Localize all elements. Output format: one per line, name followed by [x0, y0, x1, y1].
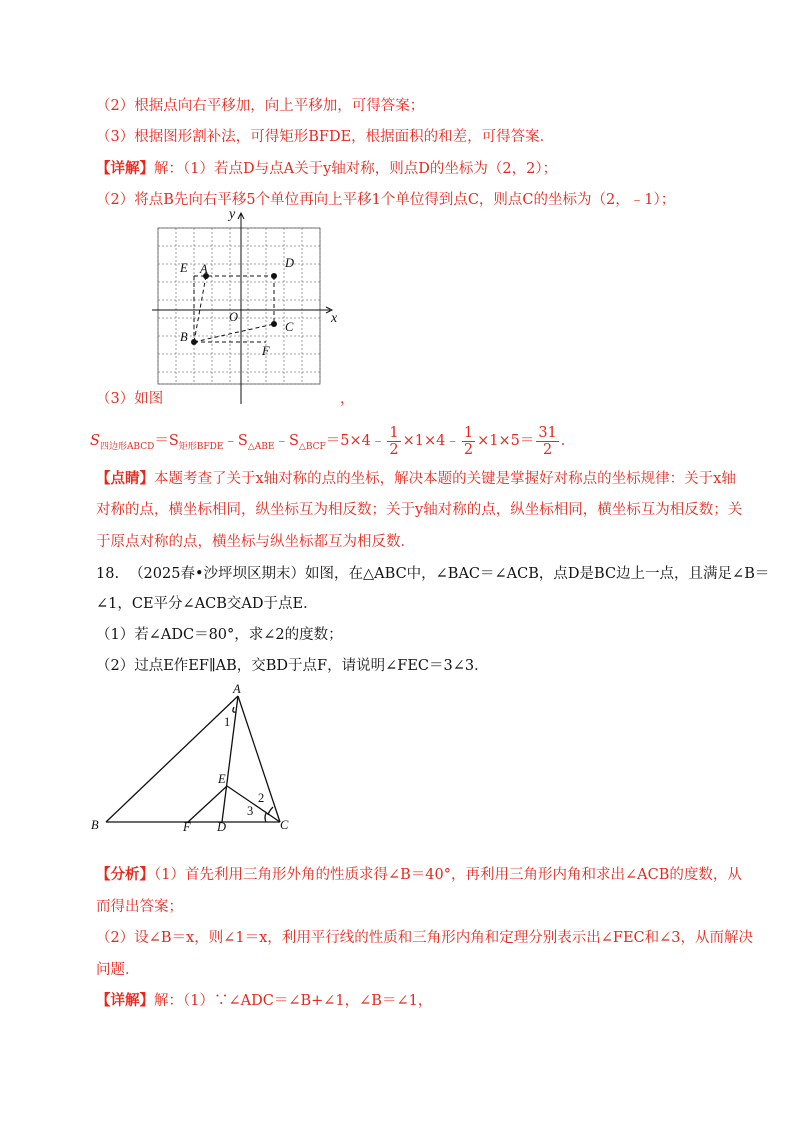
y-axis-label: y — [229, 207, 236, 222]
comment-line-3: 于原点对称的点，横坐标与纵坐标都互为相反数． — [96, 534, 415, 550]
detail-2-text-1: 解：（1）∵∠ADC＝∠B+∠1，∠B＝∠1， — [154, 993, 433, 1009]
fraction-answer: $\frac{31}{2}$ — [538, 424, 557, 458]
segment-ec — [227, 786, 280, 822]
segment-ab — [106, 696, 238, 822]
detail-1-line-1 — [96, 159, 557, 179]
angle-3-arc — [265, 813, 266, 822]
point-b — [191, 339, 197, 345]
tri-angle-3: 3 — [247, 804, 254, 818]
segment-ef — [188, 786, 227, 822]
fraction-half-2: $\frac{1}{2}$ — [463, 424, 474, 458]
label-e: E — [180, 261, 188, 275]
detail-1-line-2: （2）将点B先向右平移5个单位再向上平移1个单位得到点C，则点C的坐标为（2，﹣1）； — [96, 192, 676, 208]
comment-text-1: 本题考查了关于x轴对称的点的坐标，解决本题的关键是掌握好对称点的坐标规律：关于x轴 — [154, 471, 736, 487]
point-c — [271, 321, 277, 327]
detail-1-text: 解：（1）若点D与点A关于y轴对称，则点D的坐标为（2，2）； — [154, 161, 558, 177]
grid-frame — [158, 228, 320, 384]
tri-label-b: B — [91, 818, 99, 832]
analysis-2-line-4: 问题． — [96, 962, 140, 978]
tri-label-a: A — [233, 682, 241, 696]
formula-eq1: ＝S — [154, 433, 179, 449]
tri-angle-2: 2 — [258, 791, 265, 805]
detail-2-line-1 — [96, 991, 432, 1011]
coordinate-grid-figure — [150, 208, 350, 408]
analysis-2-line-2: 而得出答案； — [96, 899, 183, 915]
formula-minus1: ﹣S — [223, 433, 248, 449]
problem-18-line-1 — [96, 564, 769, 584]
analysis-step-3: （3）根据图形割补法，可得矩形BFDE，根据面积的和差，可得答案． — [96, 129, 555, 145]
construction-lines — [194, 276, 274, 342]
detail-2-tag: 【详解】 — [96, 992, 154, 1009]
detail-1-line-3 — [96, 389, 163, 409]
grid-lines — [158, 228, 320, 384]
tri-label-c: C — [280, 818, 289, 832]
tri-label-d: D — [217, 820, 227, 834]
comment-line-1 — [96, 469, 736, 489]
fraction-half-1: $\frac{1}{2}$ — [389, 424, 399, 458]
label-d: D — [285, 256, 295, 270]
fig-ref-comma: ， — [340, 391, 355, 407]
tri-angle-1: 1 — [224, 715, 231, 729]
x-axis-label: x — [331, 311, 338, 326]
fig-ref-text: （3）如图 — [96, 391, 164, 407]
tri-label-f: F — [183, 820, 191, 834]
problem-18-question-1: （1）若∠ADC＝80°，求∠2的度数； — [96, 627, 343, 643]
origin-label: O — [229, 310, 239, 324]
analysis-2-line-3: （2）设∠B＝x，则∠1＝x，利用平行线的性质和三角形内角和定理分别表示出∠FEC和∠3，从而解决 — [96, 930, 754, 946]
analysis-step-2: （2）根据点向右平移加，向上平移加，可得答案； — [96, 98, 425, 114]
tri-label-e: E — [218, 772, 226, 786]
formula-minus2: ﹣S — [274, 433, 299, 449]
detail-tag: 【详解】 — [96, 160, 154, 177]
area-formula — [90, 423, 575, 465]
problem-18-text-1: （2025春•沙坪坝区期末）如图，在△ABC中，∠BAC＝∠ACB，点D是BC边上一点，且满足∠B＝ — [129, 566, 770, 582]
label-b: B — [180, 330, 188, 344]
analysis-2-text-1: （1）首先利用三角形外角的性质求得∠B＝40°，再利用三角形内角和求出∠ACB的度数，从 — [154, 867, 742, 883]
comment-tag: 【点睛】 — [96, 470, 154, 487]
comment-line-2: 对称的点，横坐标相同，纵坐标互为相反数；关于y轴对称的点，纵坐标相同，横坐标互为相反数；关 — [96, 502, 743, 518]
label-a: A — [200, 262, 208, 276]
formula-mid: ×1×4﹣ — [402, 433, 460, 449]
formula-s: S — [90, 433, 100, 449]
problem-18-question-2: （2）过点E作EF∥AB，交BD于点F，请说明∠FEC＝3∠3． — [96, 658, 489, 674]
problem-number: 18. — [96, 566, 120, 582]
angle-2-arc — [268, 807, 273, 815]
formula-end: ． — [560, 433, 576, 449]
problem-18-line-2: ∠1，CE平分∠ACB交AD于点E． — [96, 596, 318, 612]
label-f: F — [262, 344, 270, 358]
formula-sub-abcd: 四边形ABCD — [99, 441, 155, 452]
formula-sub-bfde: 矩形BFDE — [178, 441, 224, 452]
formula-sub-abe: △ABE — [247, 441, 275, 452]
label-c: C — [285, 320, 294, 334]
point-d — [271, 273, 277, 279]
formula-eq2: ＝5×4﹣ — [325, 433, 386, 449]
analysis-tag: 【分析】 — [96, 866, 154, 883]
triangle-figure — [90, 680, 320, 840]
analysis-2-line-1 — [96, 865, 742, 885]
formula-tail: ×1×5＝ — [477, 433, 535, 449]
formula-sub-bcf: △BCF — [298, 441, 326, 452]
